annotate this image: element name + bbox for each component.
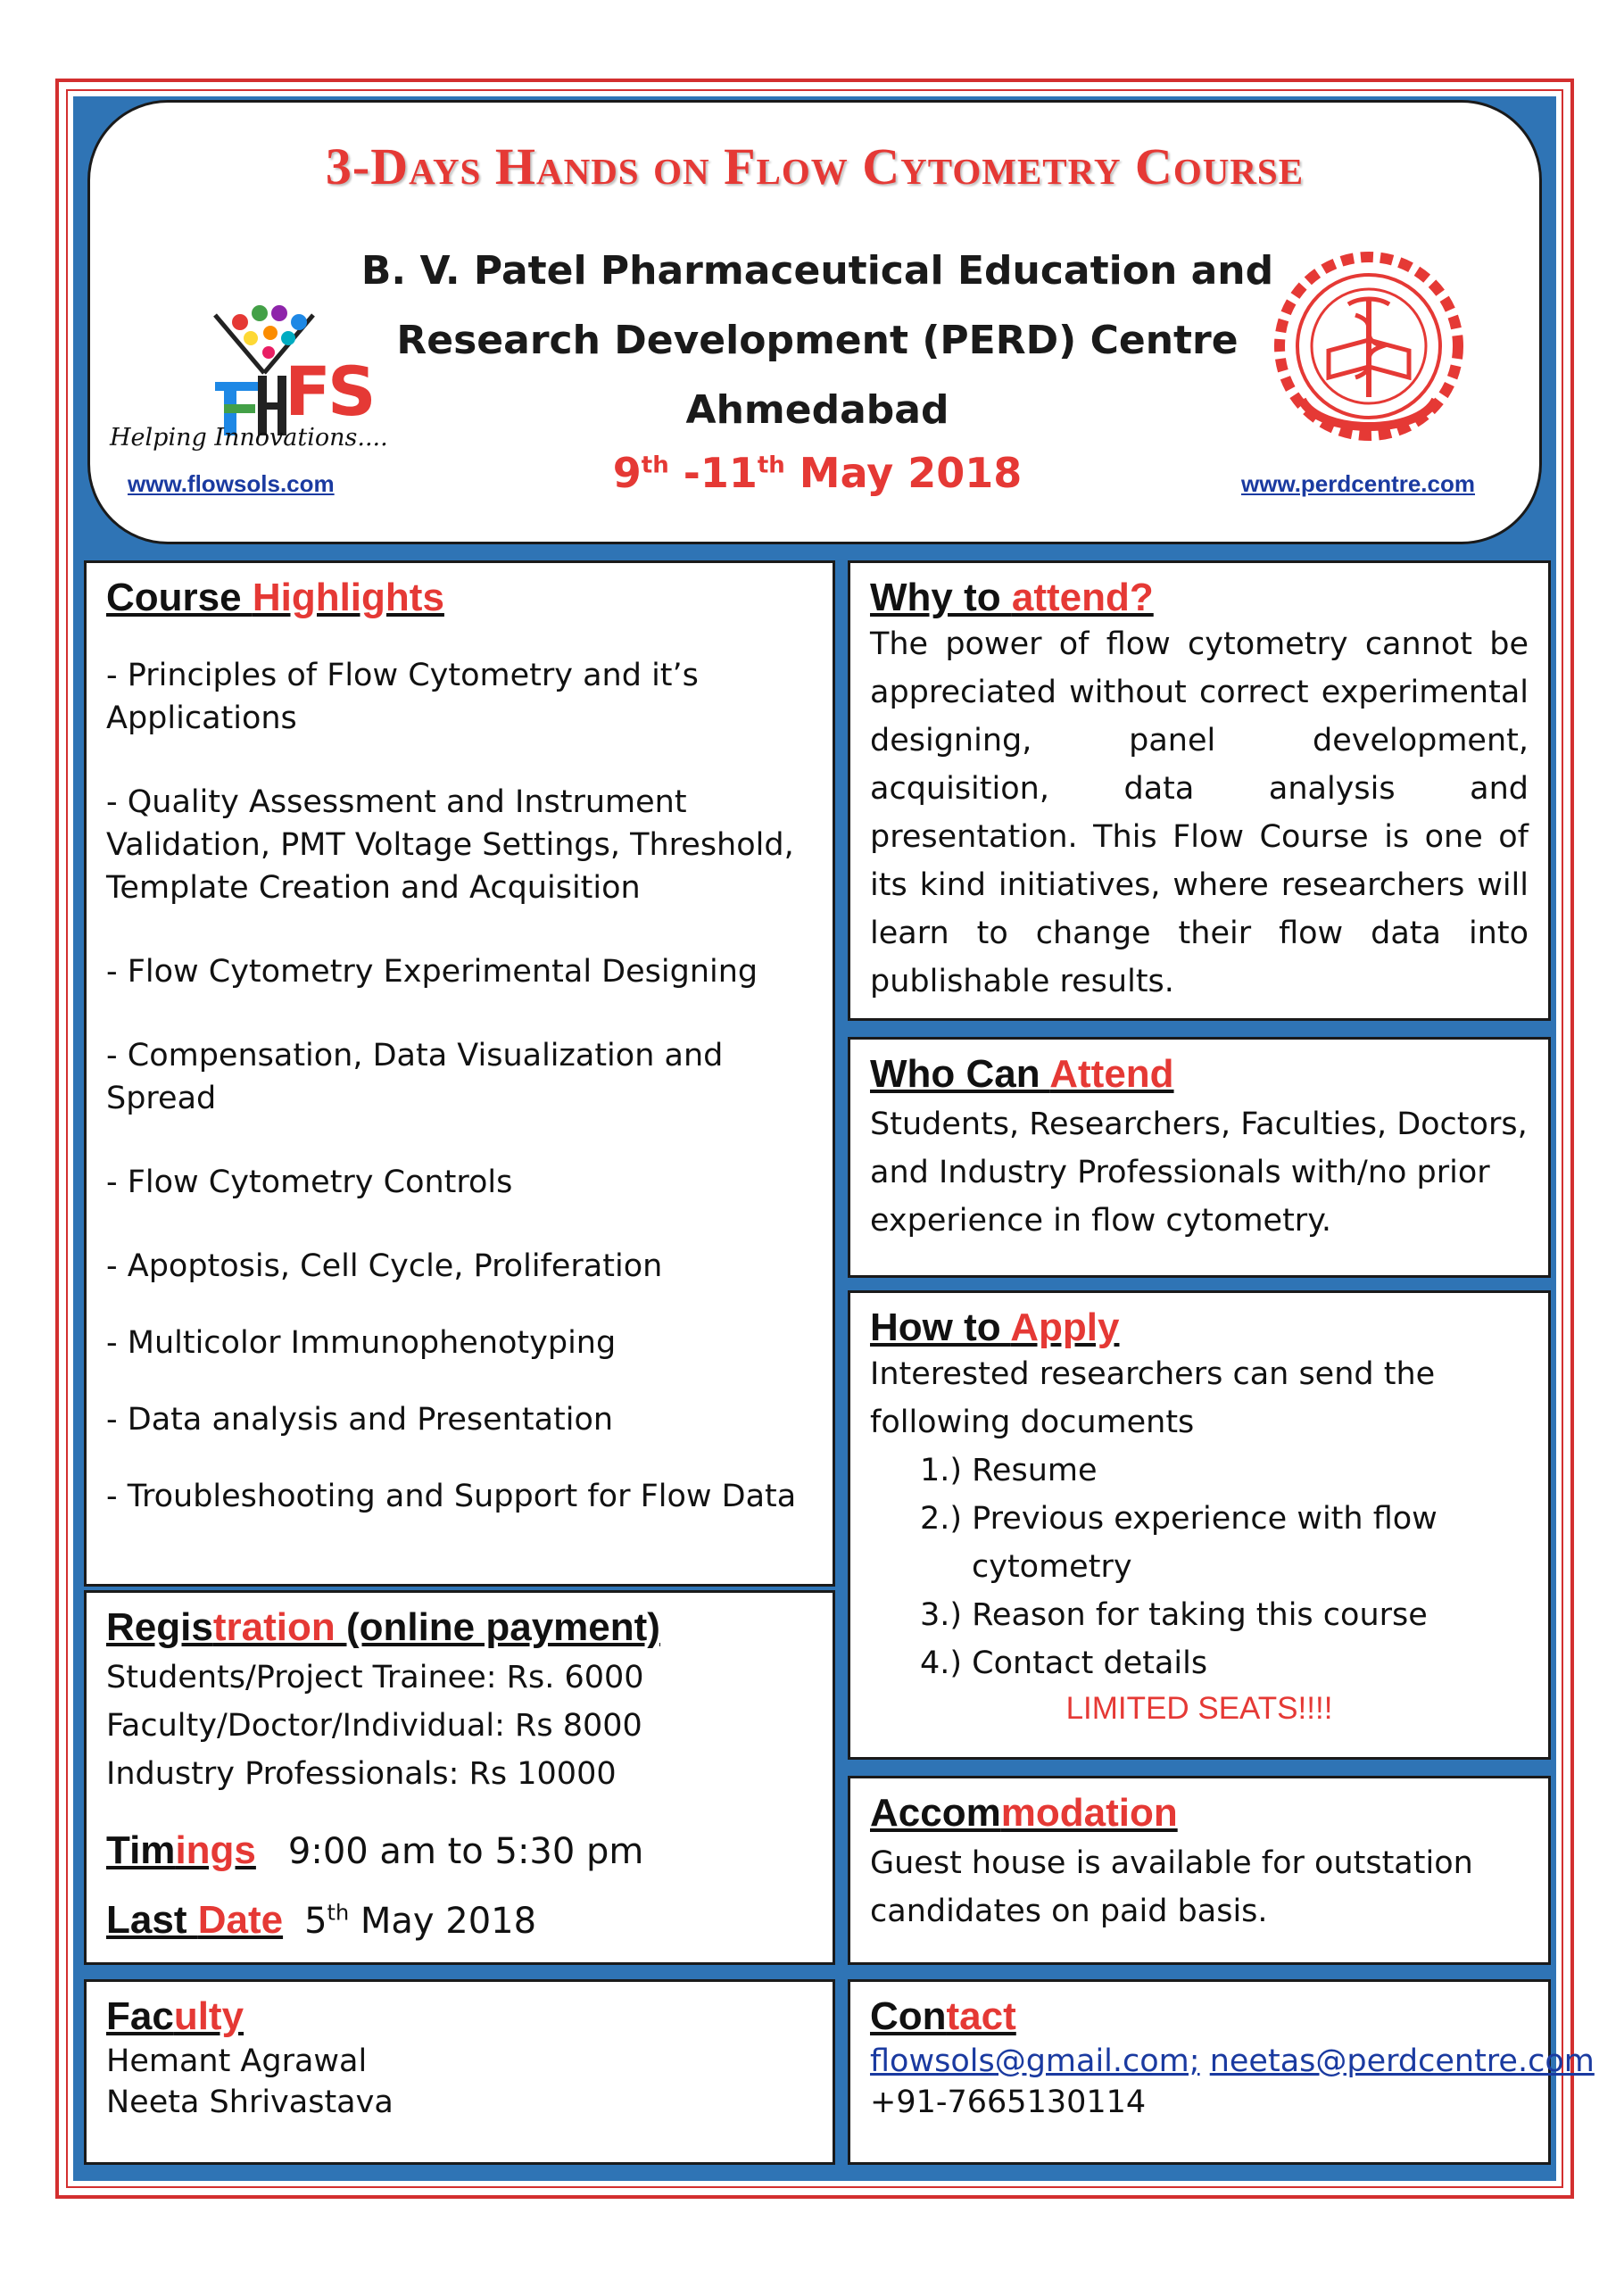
how-apply-title: How to Apply xyxy=(870,1305,1120,1349)
fee-line: Faculty/Doctor/Individual: Rs 8000 xyxy=(106,1708,642,1744)
highlight-item: - Data analysis and Presentation xyxy=(106,1402,614,1438)
faculty-name: Neeta Shrivastava xyxy=(106,2085,394,2120)
list-item: 4.) Contact details xyxy=(920,1645,1208,1681)
highlight-item: - Principles of Flow Cytometry and it’s Applications xyxy=(106,658,699,736)
contact-phone: +91-7665130114 xyxy=(870,2085,1147,2120)
who-attend-title: Who Can Attend xyxy=(870,1052,1174,1096)
last-date-line: Last Date 5th May 2018 xyxy=(106,1898,537,1942)
why-attend-box xyxy=(848,560,1551,1021)
email-link-flowsols[interactable]: flowsols@gmail.com; xyxy=(870,2043,1200,2079)
accommodation-text: Guest house is available for outstation candidates on paid basis. xyxy=(870,1845,1473,1929)
limited-seats-notice: LIMITED SEATS!!!! xyxy=(1065,1691,1333,1726)
highlight-item: - Troubleshooting and Support for Flow Data xyxy=(106,1479,797,1514)
contact-title: Contact xyxy=(870,1994,1016,2038)
flowsols-tagline: Helping Innovations.... xyxy=(110,424,388,452)
list-item: 1.) Resume xyxy=(920,1453,1098,1488)
header-panel xyxy=(87,100,1542,544)
accommodation-title: Accommodation xyxy=(870,1791,1178,1835)
faculty-box xyxy=(84,1979,835,2165)
why-attend-text: The power of flow cytometry cannot be appreciated without correct experimental designing, panel development, acquisition, data analysis and presentation. This Flow Course is one of its kind initiatives, where researchers will learn to change their flow data into publishable results. xyxy=(870,626,1529,999)
faculty-title: Faculty xyxy=(106,1994,244,2038)
registration-title: Registration (online payment) xyxy=(106,1605,660,1649)
faculty-name: Hemant Agrawal xyxy=(106,2043,368,2079)
list-item: 3.) Reason for taking this course xyxy=(920,1597,1428,1633)
perd-url-link[interactable]: www.perdcentre.com xyxy=(1241,470,1475,497)
institution-name xyxy=(358,236,1277,445)
institution-line-2: Research Development (PERD) Centre xyxy=(396,318,1239,363)
course-title: 3-Days Hands on Flow Cytometry Course xyxy=(325,137,1305,195)
highlight-item: - Flow Cytometry Experimental Designing xyxy=(106,954,758,990)
institution-line-3: Ahmedabad xyxy=(685,387,949,433)
email-link-perd[interactable]: neetas@perdcentre.com xyxy=(1209,2043,1595,2079)
contact-emails xyxy=(870,2041,1595,2082)
fee-line: Industry Professionals: Rs 10000 xyxy=(106,1756,617,1792)
highlight-item: - Apoptosis, Cell Cycle, Proliferation xyxy=(106,1248,663,1284)
course-highlights-box xyxy=(84,560,835,1587)
who-attend-text: Students, Researchers, Faculties, Doctors, and Industry Professionals with/no prior experience in flow cytometry. xyxy=(870,1107,1528,1239)
highlight-item: - Quality Assessment and Instrument Validation, PMT Voltage Settings, Threshold, Template Creation and Acquisition xyxy=(106,784,794,906)
flowsols-logo-letters: FS xyxy=(285,352,373,431)
contact-box xyxy=(848,1979,1595,2165)
highlight-item: - Compensation, Data Visualization and Spread xyxy=(106,1038,724,1116)
documents-list xyxy=(870,1446,1529,1687)
timings-line: Timings 9:00 am to 5:30 pm xyxy=(106,1828,644,1872)
flowsols-url-link[interactable]: www.flowsols.com xyxy=(128,470,335,497)
registration-box xyxy=(84,1590,835,1965)
why-attend-title: Why to attend? xyxy=(870,576,1154,619)
how-apply-intro: Interested researchers can send the following documents xyxy=(870,1356,1436,1440)
highlight-item: - Flow Cytometry Controls xyxy=(106,1165,513,1200)
list-item: 2.) Previous experience with flow cytometry xyxy=(920,1501,1438,1585)
institution-line-1: B. V. Patel Pharmaceutical Education and xyxy=(360,248,1274,294)
fee-line: Students/Project Trainee: Rs. 6000 xyxy=(106,1660,644,1695)
course-highlights-title: Course Highlights xyxy=(106,576,444,619)
how-apply-box xyxy=(848,1290,1551,1760)
highlight-item: - Multicolor Immunophenotyping xyxy=(106,1325,617,1361)
perd-emblem-icon xyxy=(1266,244,1471,449)
course-dates: 9th -11th May 2018 xyxy=(612,449,1023,497)
who-attend-box xyxy=(848,1037,1551,1278)
accommodation-box xyxy=(848,1776,1551,1965)
